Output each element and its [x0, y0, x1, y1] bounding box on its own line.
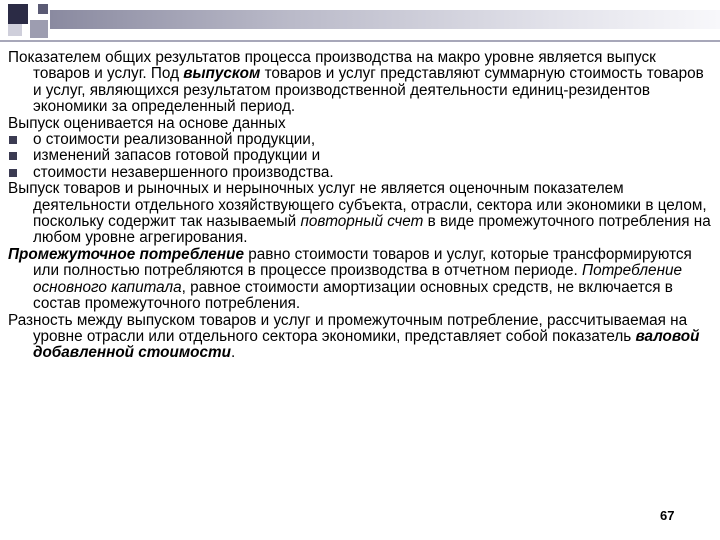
bullet-item	[8, 165, 712, 181]
text-span: Показателем общих результатов процесса производства на макро уровне является выпуск товаров и услуг. Под	[8, 49, 656, 83]
header-gradient-band	[50, 10, 720, 29]
bullet-text: о стоимости реализованной продукции,	[33, 131, 316, 149]
bullet-text: стоимости незавершенного производства.	[33, 163, 334, 181]
paragraph-output-definition	[8, 50, 712, 116]
text-span: товаров и услуг представляют суммарную стоимость товаров и услуг, являющихся результатом производственной деятельности единиц-резидентов экономики за определенный период.	[33, 65, 704, 116]
term-capital-consumption: Потребление основного капитала	[33, 262, 682, 296]
paragraph-gross-value-added	[8, 313, 712, 362]
paragraph-intermediate-consumption	[8, 247, 712, 313]
square-bullet-icon	[9, 152, 17, 160]
header-square-pale	[8, 24, 22, 36]
term-repeated-count: повторный счет	[300, 213, 424, 231]
term-gross-value-added: валовой добавленной стоимости	[33, 327, 700, 362]
header-rule	[0, 40, 720, 42]
header-square-gray	[30, 20, 48, 38]
header-square-small	[38, 4, 48, 14]
bullet-item	[8, 148, 712, 164]
bullet-text: изменений запасов готовой продукции и	[33, 147, 321, 165]
page-number: 67	[660, 508, 675, 523]
text-span: Разность между выпуском товаров и услуг и промежуточным потребление, рассчитываемая на уровне отрасли или отдельного сектора экономики, представляет собой показатель	[8, 311, 688, 345]
square-bullet-icon	[9, 169, 17, 177]
header-square-dark	[8, 4, 28, 24]
text-span: Выпуск товаров и рыночных и нерыночных услуг не является оценочным показателем деятельности отдельного хозяйствующего субъекта, отрасли, сектора или экономики в целом, поскольку содержит так называемый	[8, 180, 707, 231]
text-span: .	[230, 344, 236, 362]
paragraph-output-estimation: Выпуск оценивается на основе данных	[8, 114, 286, 132]
square-bullet-icon	[9, 136, 17, 144]
text-span: равно стоимости товаров и услуг, которые трансформируются или полностью потребляются в процессе производства в отчетном периоде.	[33, 245, 692, 280]
bullet-item	[8, 132, 712, 148]
paragraph-repeated-count	[8, 181, 712, 247]
text-span: в виде промежуточного потребления на любом уровне агрегирования.	[33, 213, 711, 247]
term-output: выпуском	[183, 65, 261, 83]
slide-header-decoration	[0, 0, 720, 38]
slide-body	[8, 50, 712, 362]
text-span: , равное стоимости амортизации основных средств, не включается в состав промежуточного потребления.	[33, 278, 673, 313]
term-intermediate-consumption: Промежуточное потребление	[8, 245, 245, 263]
